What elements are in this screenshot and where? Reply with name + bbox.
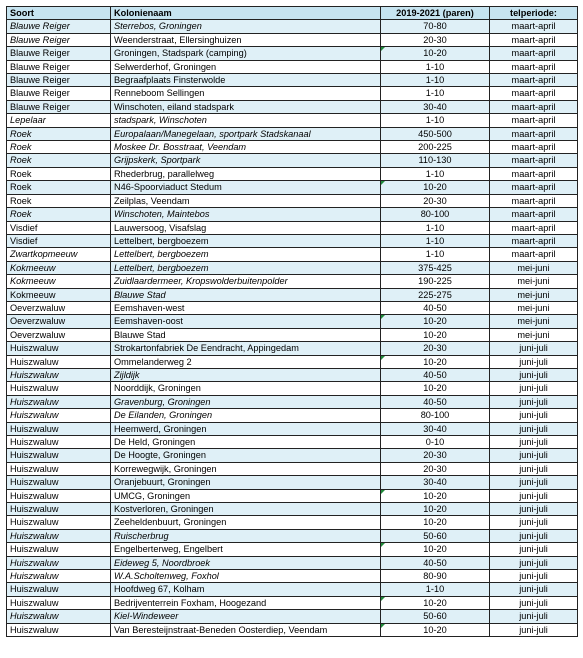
- table-row: [7, 194, 578, 207]
- cell-soort[interactable]: Huiszwaluw: [7, 342, 111, 355]
- cell-kolonienaam[interactable]: Bedrijventerrein Foxham, Hoogezand: [111, 596, 381, 609]
- cell-paren[interactable]: 30-40: [381, 100, 490, 113]
- cell-paren[interactable]: 450-500: [381, 127, 490, 140]
- comment-indicator-icon: [381, 597, 385, 601]
- cell-telperiode[interactable]: maart-april: [490, 181, 578, 194]
- cell-soort[interactable]: Blauwe Reiger: [7, 60, 111, 73]
- cell-kolonienaam[interactable]: Hoofdweg 67, Kolham: [111, 583, 381, 596]
- cell-telperiode[interactable]: juni-juli: [490, 462, 578, 475]
- colony-table-sheet: [6, 6, 577, 637]
- cell-soort[interactable]: Huiszwaluw: [7, 570, 111, 583]
- cell-paren[interactable]: 200-225: [381, 141, 490, 154]
- cell-telperiode[interactable]: mei-juni: [490, 301, 578, 314]
- cell-telperiode[interactable]: juni-juli: [490, 556, 578, 569]
- cell-telperiode[interactable]: juni-juli: [490, 596, 578, 609]
- cell-soort[interactable]: Huiszwaluw: [7, 462, 111, 475]
- table-row: [7, 60, 578, 73]
- cell-kolonienaam[interactable]: Moskee Dr. Bosstraat, Veendam: [111, 141, 381, 154]
- cell-soort[interactable]: Roek: [7, 127, 111, 140]
- cell-soort[interactable]: Huiszwaluw: [7, 395, 111, 408]
- cell-kolonienaam[interactable]: Korrewegwijk, Groningen: [111, 462, 381, 475]
- cell-soort[interactable]: Huiszwaluw: [7, 503, 111, 516]
- cell-kolonienaam[interactable]: De Held, Groningen: [111, 436, 381, 449]
- table-row: [7, 623, 578, 636]
- table-row: [7, 449, 578, 462]
- cell-paren[interactable]: 50-60: [381, 610, 490, 623]
- cell-kolonienaam[interactable]: Eemshaven-west: [111, 301, 381, 314]
- cell-telperiode[interactable]: maart-april: [490, 141, 578, 154]
- cell-soort[interactable]: Huiszwaluw: [7, 596, 111, 609]
- table-row: [7, 556, 578, 569]
- cell-kolonienaam[interactable]: Ommelanderweg 2: [111, 355, 381, 368]
- header-row: [7, 7, 578, 20]
- comment-indicator-icon: [381, 356, 385, 360]
- cell-paren[interactable]: 30-40: [381, 476, 490, 489]
- table-row: [7, 100, 578, 113]
- table-row: [7, 395, 578, 408]
- table-row: [7, 543, 578, 556]
- cell-paren[interactable]: 10-20: [381, 596, 490, 609]
- table-row: [7, 181, 578, 194]
- table-row: [7, 422, 578, 435]
- cell-telperiode[interactable]: juni-juli: [490, 436, 578, 449]
- cell-kolonienaam[interactable]: Groningen, Stadspark (camping): [111, 47, 381, 60]
- cell-telperiode[interactable]: mei-juni: [490, 261, 578, 274]
- table-row: [7, 342, 578, 355]
- cell-soort[interactable]: Huiszwaluw: [7, 409, 111, 422]
- table-row: [7, 596, 578, 609]
- cell-telperiode[interactable]: juni-juli: [490, 503, 578, 516]
- cell-kolonienaam[interactable]: Sterrebos, Groningen: [111, 20, 381, 33]
- cell-paren[interactable]: 40-50: [381, 368, 490, 381]
- cell-telperiode[interactable]: juni-juli: [490, 489, 578, 502]
- table-row: [7, 409, 578, 422]
- cell-paren[interactable]: 10-20: [381, 315, 490, 328]
- cell-soort[interactable]: Huiszwaluw: [7, 583, 111, 596]
- cell-telperiode[interactable]: mei-juni: [490, 288, 578, 301]
- cell-paren[interactable]: 70-80: [381, 20, 490, 33]
- cell-kolonienaam[interactable]: stadspark, Winschoten: [111, 114, 381, 127]
- cell-telperiode[interactable]: maart-april: [490, 114, 578, 127]
- cell-soort[interactable]: Huiszwaluw: [7, 623, 111, 636]
- cell-paren[interactable]: 20-30: [381, 194, 490, 207]
- cell-paren[interactable]: 1-10: [381, 234, 490, 247]
- cell-paren[interactable]: 10-20: [381, 543, 490, 556]
- table-row: [7, 114, 578, 127]
- table-row: [7, 261, 578, 274]
- cell-paren[interactable]: 10-20: [381, 489, 490, 502]
- cell-telperiode[interactable]: juni-juli: [490, 368, 578, 381]
- table-row: [7, 382, 578, 395]
- cell-paren[interactable]: 30-40: [381, 422, 490, 435]
- table-row: [7, 529, 578, 542]
- cell-soort[interactable]: Huiszwaluw: [7, 529, 111, 542]
- cell-paren[interactable]: 40-50: [381, 301, 490, 314]
- cell-telperiode[interactable]: maart-april: [490, 154, 578, 167]
- cell-telperiode[interactable]: maart-april: [490, 33, 578, 46]
- cell-telperiode[interactable]: juni-juli: [490, 570, 578, 583]
- cell-soort[interactable]: Huiszwaluw: [7, 355, 111, 368]
- cell-soort[interactable]: Huiszwaluw: [7, 489, 111, 502]
- cell-soort[interactable]: Blauwe Reiger: [7, 20, 111, 33]
- cell-telperiode[interactable]: maart-april: [490, 221, 578, 234]
- cell-soort[interactable]: Kokmeeuw: [7, 261, 111, 274]
- table-row: [7, 20, 578, 33]
- cell-kolonienaam[interactable]: Winschoten, Maintebos: [111, 208, 381, 221]
- table-row: [7, 489, 578, 502]
- cell-kolonienaam[interactable]: Weenderstraat, Ellersinghuizen: [111, 33, 381, 46]
- cell-kolonienaam[interactable]: Gravenburg, Groningen: [111, 395, 381, 408]
- header-kolonienaam[interactable]: Kolonienaam: [111, 7, 381, 20]
- cell-kolonienaam[interactable]: Eideweg 5, Noordbroek: [111, 556, 381, 569]
- table-row: [7, 221, 578, 234]
- cell-soort[interactable]: Visdief: [7, 234, 111, 247]
- cell-paren[interactable]: 10-20: [381, 623, 490, 636]
- table-row: [7, 87, 578, 100]
- cell-telperiode[interactable]: mei-juni: [490, 315, 578, 328]
- table-row: [7, 355, 578, 368]
- cell-soort[interactable]: Huiszwaluw: [7, 449, 111, 462]
- cell-kolonienaam[interactable]: Lettelbert, bergboezem: [111, 261, 381, 274]
- comment-indicator-icon: [381, 624, 385, 628]
- cell-kolonienaam[interactable]: Kostverloren, Groningen: [111, 503, 381, 516]
- colony-table: [6, 6, 578, 637]
- cell-kolonienaam[interactable]: Zijldijk: [111, 368, 381, 381]
- comment-indicator-icon: [381, 490, 385, 494]
- cell-soort[interactable]: Zwartkopmeeuw: [7, 248, 111, 261]
- cell-telperiode[interactable]: mei-juni: [490, 328, 578, 341]
- cell-paren[interactable]: 1-10: [381, 87, 490, 100]
- table-row: [7, 301, 578, 314]
- cell-kolonienaam[interactable]: Eemshaven-oost: [111, 315, 381, 328]
- cell-paren[interactable]: 10-20: [381, 516, 490, 529]
- table-row: [7, 462, 578, 475]
- cell-paren[interactable]: 375-425: [381, 261, 490, 274]
- cell-telperiode[interactable]: maart-april: [490, 20, 578, 33]
- cell-kolonienaam[interactable]: Blauwe Stad: [111, 288, 381, 301]
- cell-telperiode[interactable]: maart-april: [490, 100, 578, 113]
- cell-soort[interactable]: Huiszwaluw: [7, 422, 111, 435]
- cell-telperiode[interactable]: juni-juli: [490, 623, 578, 636]
- cell-telperiode[interactable]: juni-juli: [490, 610, 578, 623]
- cell-paren[interactable]: 10-20: [381, 47, 490, 60]
- cell-paren[interactable]: 1-10: [381, 74, 490, 87]
- cell-kolonienaam[interactable]: Zeeheldenbuurt, Groningen: [111, 516, 381, 529]
- cell-telperiode[interactable]: juni-juli: [490, 583, 578, 596]
- cell-telperiode[interactable]: maart-april: [490, 60, 578, 73]
- header-soort[interactable]: Soort: [7, 7, 111, 20]
- cell-soort[interactable]: Visdief: [7, 221, 111, 234]
- cell-telperiode[interactable]: maart-april: [490, 194, 578, 207]
- table-row: [7, 516, 578, 529]
- cell-telperiode[interactable]: juni-juli: [490, 395, 578, 408]
- table-row: [7, 167, 578, 180]
- cell-telperiode[interactable]: maart-april: [490, 127, 578, 140]
- table-row: [7, 570, 578, 583]
- cell-soort[interactable]: Huiszwaluw: [7, 368, 111, 381]
- cell-kolonienaam[interactable]: Lettelbert, bergboezem: [111, 234, 381, 247]
- table-row: [7, 47, 578, 60]
- cell-paren[interactable]: 80-90: [381, 570, 490, 583]
- comment-indicator-icon: [381, 315, 385, 319]
- table-row: [7, 141, 578, 154]
- header-telperiode[interactable]: telperiode:: [490, 7, 578, 20]
- comment-indicator-icon: [381, 181, 385, 185]
- cell-telperiode[interactable]: maart-april: [490, 87, 578, 100]
- cell-telperiode[interactable]: juni-juli: [490, 529, 578, 542]
- cell-paren[interactable]: 10-20: [381, 181, 490, 194]
- cell-soort[interactable]: Blauwe Reiger: [7, 47, 111, 60]
- cell-paren[interactable]: 10-20: [381, 503, 490, 516]
- cell-telperiode[interactable]: juni-juli: [490, 382, 578, 395]
- cell-telperiode[interactable]: juni-juli: [490, 342, 578, 355]
- cell-telperiode[interactable]: juni-juli: [490, 476, 578, 489]
- cell-telperiode[interactable]: juni-juli: [490, 355, 578, 368]
- comment-indicator-icon: [381, 47, 385, 51]
- cell-telperiode[interactable]: juni-juli: [490, 449, 578, 462]
- cell-soort[interactable]: Roek: [7, 141, 111, 154]
- table-row: [7, 610, 578, 623]
- cell-kolonienaam[interactable]: Zuidlaardermeer, Kropswolderbuitenpolder: [111, 275, 381, 288]
- cell-kolonienaam[interactable]: Lauwersoog, Visafslag: [111, 221, 381, 234]
- cell-soort[interactable]: Huiszwaluw: [7, 382, 111, 395]
- cell-kolonienaam[interactable]: Winschoten, eiland stadspark: [111, 100, 381, 113]
- cell-kolonienaam[interactable]: Engelberterweg, Engelbert: [111, 543, 381, 556]
- table-row: [7, 154, 578, 167]
- cell-telperiode[interactable]: juni-juli: [490, 543, 578, 556]
- table-row: [7, 275, 578, 288]
- cell-telperiode[interactable]: maart-april: [490, 74, 578, 87]
- cell-paren[interactable]: 20-30: [381, 342, 490, 355]
- table-row: [7, 208, 578, 221]
- cell-paren[interactable]: 40-50: [381, 395, 490, 408]
- cell-soort[interactable]: Roek: [7, 194, 111, 207]
- cell-paren[interactable]: 40-50: [381, 556, 490, 569]
- cell-paren[interactable]: 190-225: [381, 275, 490, 288]
- cell-kolonienaam[interactable]: Renneboom Sellingen: [111, 87, 381, 100]
- table-row: [7, 368, 578, 381]
- cell-soort[interactable]: Huiszwaluw: [7, 436, 111, 449]
- cell-paren[interactable]: 0-10: [381, 436, 490, 449]
- cell-kolonienaam[interactable]: Lettelbert, bergboezem: [111, 248, 381, 261]
- cell-kolonienaam[interactable]: W.A.Scholtenweg, Foxhol: [111, 570, 381, 583]
- table-row: [7, 234, 578, 247]
- cell-telperiode[interactable]: juni-juli: [490, 516, 578, 529]
- cell-soort[interactable]: Roek: [7, 208, 111, 221]
- cell-paren[interactable]: 10-20: [381, 355, 490, 368]
- cell-soort[interactable]: Blauwe Reiger: [7, 33, 111, 46]
- cell-paren[interactable]: 1-10: [381, 248, 490, 261]
- cell-soort[interactable]: Roek: [7, 167, 111, 180]
- header-paren[interactable]: 2019-2021 (paren): [381, 7, 490, 20]
- cell-soort[interactable]: Oeverzwaluw: [7, 301, 111, 314]
- cell-telperiode[interactable]: mei-juni: [490, 275, 578, 288]
- table-row: [7, 476, 578, 489]
- cell-soort[interactable]: Lepelaar: [7, 114, 111, 127]
- cell-soort[interactable]: Kokmeeuw: [7, 275, 111, 288]
- cell-paren[interactable]: 1-10: [381, 167, 490, 180]
- cell-paren[interactable]: 1-10: [381, 583, 490, 596]
- table-row: [7, 33, 578, 46]
- cell-kolonienaam[interactable]: Blauwe Stad: [111, 328, 381, 341]
- cell-paren[interactable]: 10-20: [381, 382, 490, 395]
- table-body: [7, 20, 578, 637]
- cell-kolonienaam[interactable]: Grijpskerk, Sportpark: [111, 154, 381, 167]
- comment-indicator-icon: [381, 543, 385, 547]
- cell-kolonienaam[interactable]: De Eilanden, Groningen: [111, 409, 381, 422]
- cell-telperiode[interactable]: maart-april: [490, 208, 578, 221]
- cell-telperiode[interactable]: maart-april: [490, 234, 578, 247]
- cell-soort[interactable]: Huiszwaluw: [7, 610, 111, 623]
- cell-kolonienaam[interactable]: Selwerderhof, Groningen: [111, 60, 381, 73]
- table-row: [7, 74, 578, 87]
- table-row: [7, 436, 578, 449]
- cell-soort[interactable]: Roek: [7, 154, 111, 167]
- table-row: [7, 248, 578, 261]
- cell-kolonienaam[interactable]: Strokartonfabriek De Eendracht, Appingedam: [111, 342, 381, 355]
- cell-paren[interactable]: 20-30: [381, 449, 490, 462]
- cell-soort[interactable]: Oeverzwaluw: [7, 328, 111, 341]
- cell-paren[interactable]: 1-10: [381, 221, 490, 234]
- cell-telperiode[interactable]: juni-juli: [490, 409, 578, 422]
- table-row: [7, 583, 578, 596]
- table-row: [7, 288, 578, 301]
- cell-kolonienaam[interactable]: Europalaan/Manegelaan, sportpark Stadskanaal: [111, 127, 381, 140]
- cell-soort[interactable]: Huiszwaluw: [7, 543, 111, 556]
- cell-paren[interactable]: 20-30: [381, 33, 490, 46]
- cell-paren[interactable]: 10-20: [381, 328, 490, 341]
- cell-paren[interactable]: 80-100: [381, 409, 490, 422]
- cell-soort[interactable]: Huiszwaluw: [7, 516, 111, 529]
- cell-kolonienaam[interactable]: Zeilplas, Veendam: [111, 194, 381, 207]
- cell-soort[interactable]: Kokmeeuw: [7, 288, 111, 301]
- cell-kolonienaam[interactable]: N46-Spoorviaduct Stedum: [111, 181, 381, 194]
- cell-paren[interactable]: 20-30: [381, 462, 490, 475]
- cell-kolonienaam[interactable]: Begraafplaats Finsterwolde: [111, 74, 381, 87]
- cell-paren[interactable]: 50-60: [381, 529, 490, 542]
- cell-telperiode[interactable]: maart-april: [490, 167, 578, 180]
- cell-kolonienaam[interactable]: Kiel-Windeweer: [111, 610, 381, 623]
- cell-paren[interactable]: 80-100: [381, 208, 490, 221]
- cell-paren[interactable]: 110-130: [381, 154, 490, 167]
- table-row: [7, 503, 578, 516]
- cell-soort[interactable]: Roek: [7, 181, 111, 194]
- cell-kolonienaam[interactable]: Oranjebuurt, Groningen: [111, 476, 381, 489]
- cell-soort[interactable]: Huiszwaluw: [7, 476, 111, 489]
- cell-soort[interactable]: Blauwe Reiger: [7, 100, 111, 113]
- table-row: [7, 315, 578, 328]
- table-row: [7, 328, 578, 341]
- table-row: [7, 127, 578, 140]
- cell-paren[interactable]: 1-10: [381, 114, 490, 127]
- cell-soort[interactable]: Blauwe Reiger: [7, 74, 111, 87]
- cell-kolonienaam[interactable]: Van Beresteijnstraat-Beneden Oosterdiep, Veendam: [111, 623, 381, 636]
- cell-soort[interactable]: Blauwe Reiger: [7, 87, 111, 100]
- cell-soort[interactable]: Oeverzwaluw: [7, 315, 111, 328]
- cell-telperiode[interactable]: juni-juli: [490, 422, 578, 435]
- cell-telperiode[interactable]: maart-april: [490, 248, 578, 261]
- cell-paren[interactable]: 1-10: [381, 60, 490, 73]
- cell-kolonienaam[interactable]: Heemwerd, Groningen: [111, 422, 381, 435]
- cell-telperiode[interactable]: maart-april: [490, 47, 578, 60]
- cell-kolonienaam[interactable]: Rhederbrug, parallelweg: [111, 167, 381, 180]
- cell-soort[interactable]: Huiszwaluw: [7, 556, 111, 569]
- cell-kolonienaam[interactable]: De Hoogte, Groningen: [111, 449, 381, 462]
- cell-kolonienaam[interactable]: Ruischerbrug: [111, 529, 381, 542]
- cell-paren[interactable]: 225-275: [381, 288, 490, 301]
- cell-kolonienaam[interactable]: Noorddijk, Groningen: [111, 382, 381, 395]
- cell-kolonienaam[interactable]: UMCG, Groningen: [111, 489, 381, 502]
